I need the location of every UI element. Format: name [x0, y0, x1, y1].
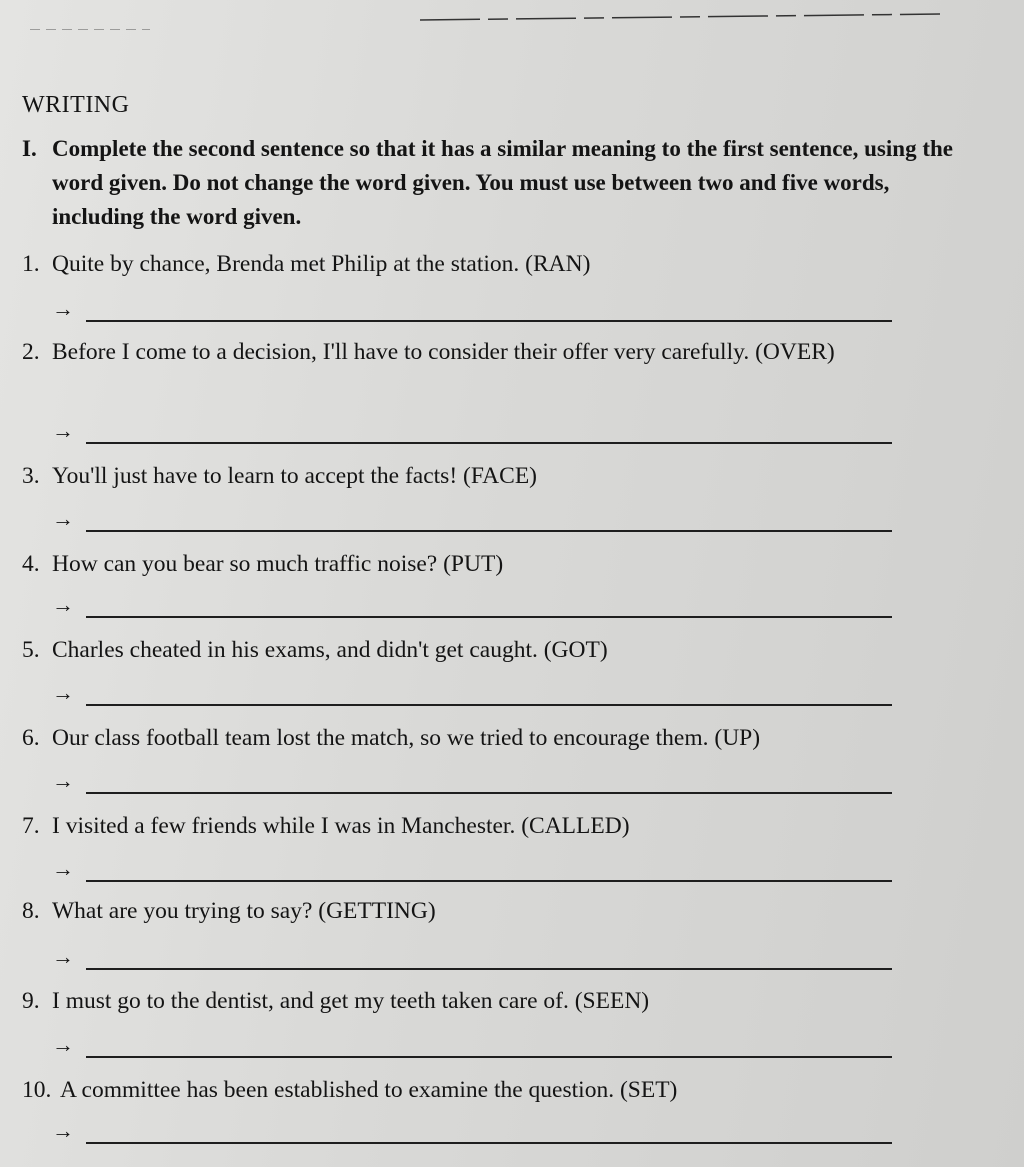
arrow-icon: → — [52, 1032, 74, 1057]
question-text: Our class football team lost the match, so we tried to encourage them. (UP) — [52, 725, 761, 751]
answer-line-7[interactable] — [52, 856, 892, 884]
exercise-instruction — [22, 132, 962, 234]
question-text: Quite by chance, Brenda met Philip at the station. (RAN) — [52, 251, 591, 277]
question-number: 4. — [22, 551, 40, 577]
answer-underline — [86, 1056, 892, 1058]
question-number: 9. — [22, 988, 40, 1014]
answer-underline — [86, 880, 892, 882]
question-text: You'll just have to learn to accept the facts! (FACE) — [52, 463, 537, 489]
question-item-5 — [22, 634, 982, 667]
question-number: 1. — [22, 251, 40, 277]
instruction-text: Complete the second sentence so that it has a similar meaning to the first sentence, using the word given. Do not change the word given. You must use between two and five words, including the word given. — [52, 136, 953, 229]
answer-line-2[interactable] — [52, 418, 892, 446]
answer-line-8[interactable] — [52, 944, 892, 972]
question-text: A committee has been established to examine the question. (SET) — [60, 1077, 678, 1103]
question-item-9 — [22, 985, 982, 1018]
question-text: Before I come to a decision, I'll have to consider their offer very carefully. (OVER) — [52, 339, 835, 365]
answer-underline — [86, 530, 892, 532]
question-text: Charles cheated in his exams, and didn't get caught. (GOT) — [52, 637, 608, 663]
arrow-icon: → — [52, 592, 74, 617]
answer-line-1[interactable] — [52, 296, 892, 324]
answer-line-6[interactable] — [52, 768, 892, 796]
question-item-2 — [22, 336, 962, 369]
arrow-icon: → — [52, 680, 74, 705]
question-item-10 — [22, 1074, 982, 1107]
arrow-icon: → — [52, 856, 74, 881]
arrow-icon: → — [52, 506, 74, 531]
arrow-icon: → — [52, 944, 74, 969]
answer-line-10[interactable] — [52, 1118, 892, 1146]
answer-underline — [86, 968, 892, 970]
question-text: I visited a few friends while I was in Manchester. (CALLED) — [52, 813, 630, 839]
answer-underline — [86, 792, 892, 794]
question-number: 10. — [22, 1077, 52, 1103]
question-text: What are you trying to say? (GETTING) — [52, 898, 436, 924]
answer-line-9[interactable] — [52, 1032, 892, 1060]
section-heading: WRITING — [22, 92, 130, 118]
arrow-icon: → — [52, 296, 74, 321]
question-item-4 — [22, 548, 982, 581]
question-number: 8. — [22, 898, 40, 924]
question-number: 7. — [22, 813, 40, 839]
answer-underline — [86, 320, 892, 322]
answer-underline — [86, 704, 892, 706]
answer-line-3[interactable] — [52, 506, 892, 534]
question-item-1 — [22, 248, 982, 281]
question-item-8 — [22, 895, 982, 928]
answer-line-5[interactable] — [52, 680, 892, 708]
answer-underline — [86, 1142, 892, 1144]
answer-line-4[interactable] — [52, 592, 892, 620]
answer-underline — [86, 442, 892, 444]
question-text: How can you bear so much traffic noise? (PUT) — [52, 551, 504, 577]
question-item-7 — [22, 810, 982, 843]
answer-underline — [86, 616, 892, 618]
arrow-icon: → — [52, 418, 74, 443]
question-number: 3. — [22, 463, 40, 489]
question-number: 2. — [22, 339, 40, 365]
arrow-icon: → — [52, 768, 74, 793]
question-item-3 — [22, 460, 982, 493]
exercise-number: I. — [22, 136, 37, 161]
question-number: 5. — [22, 637, 40, 663]
top-dashed-line — [0, 0, 1024, 30]
arrow-icon: → — [52, 1118, 74, 1143]
question-item-6 — [22, 722, 982, 755]
question-text: I must go to the dentist, and get my teeth taken care of. (SEEN) — [52, 988, 650, 1014]
question-number: 6. — [22, 725, 40, 751]
